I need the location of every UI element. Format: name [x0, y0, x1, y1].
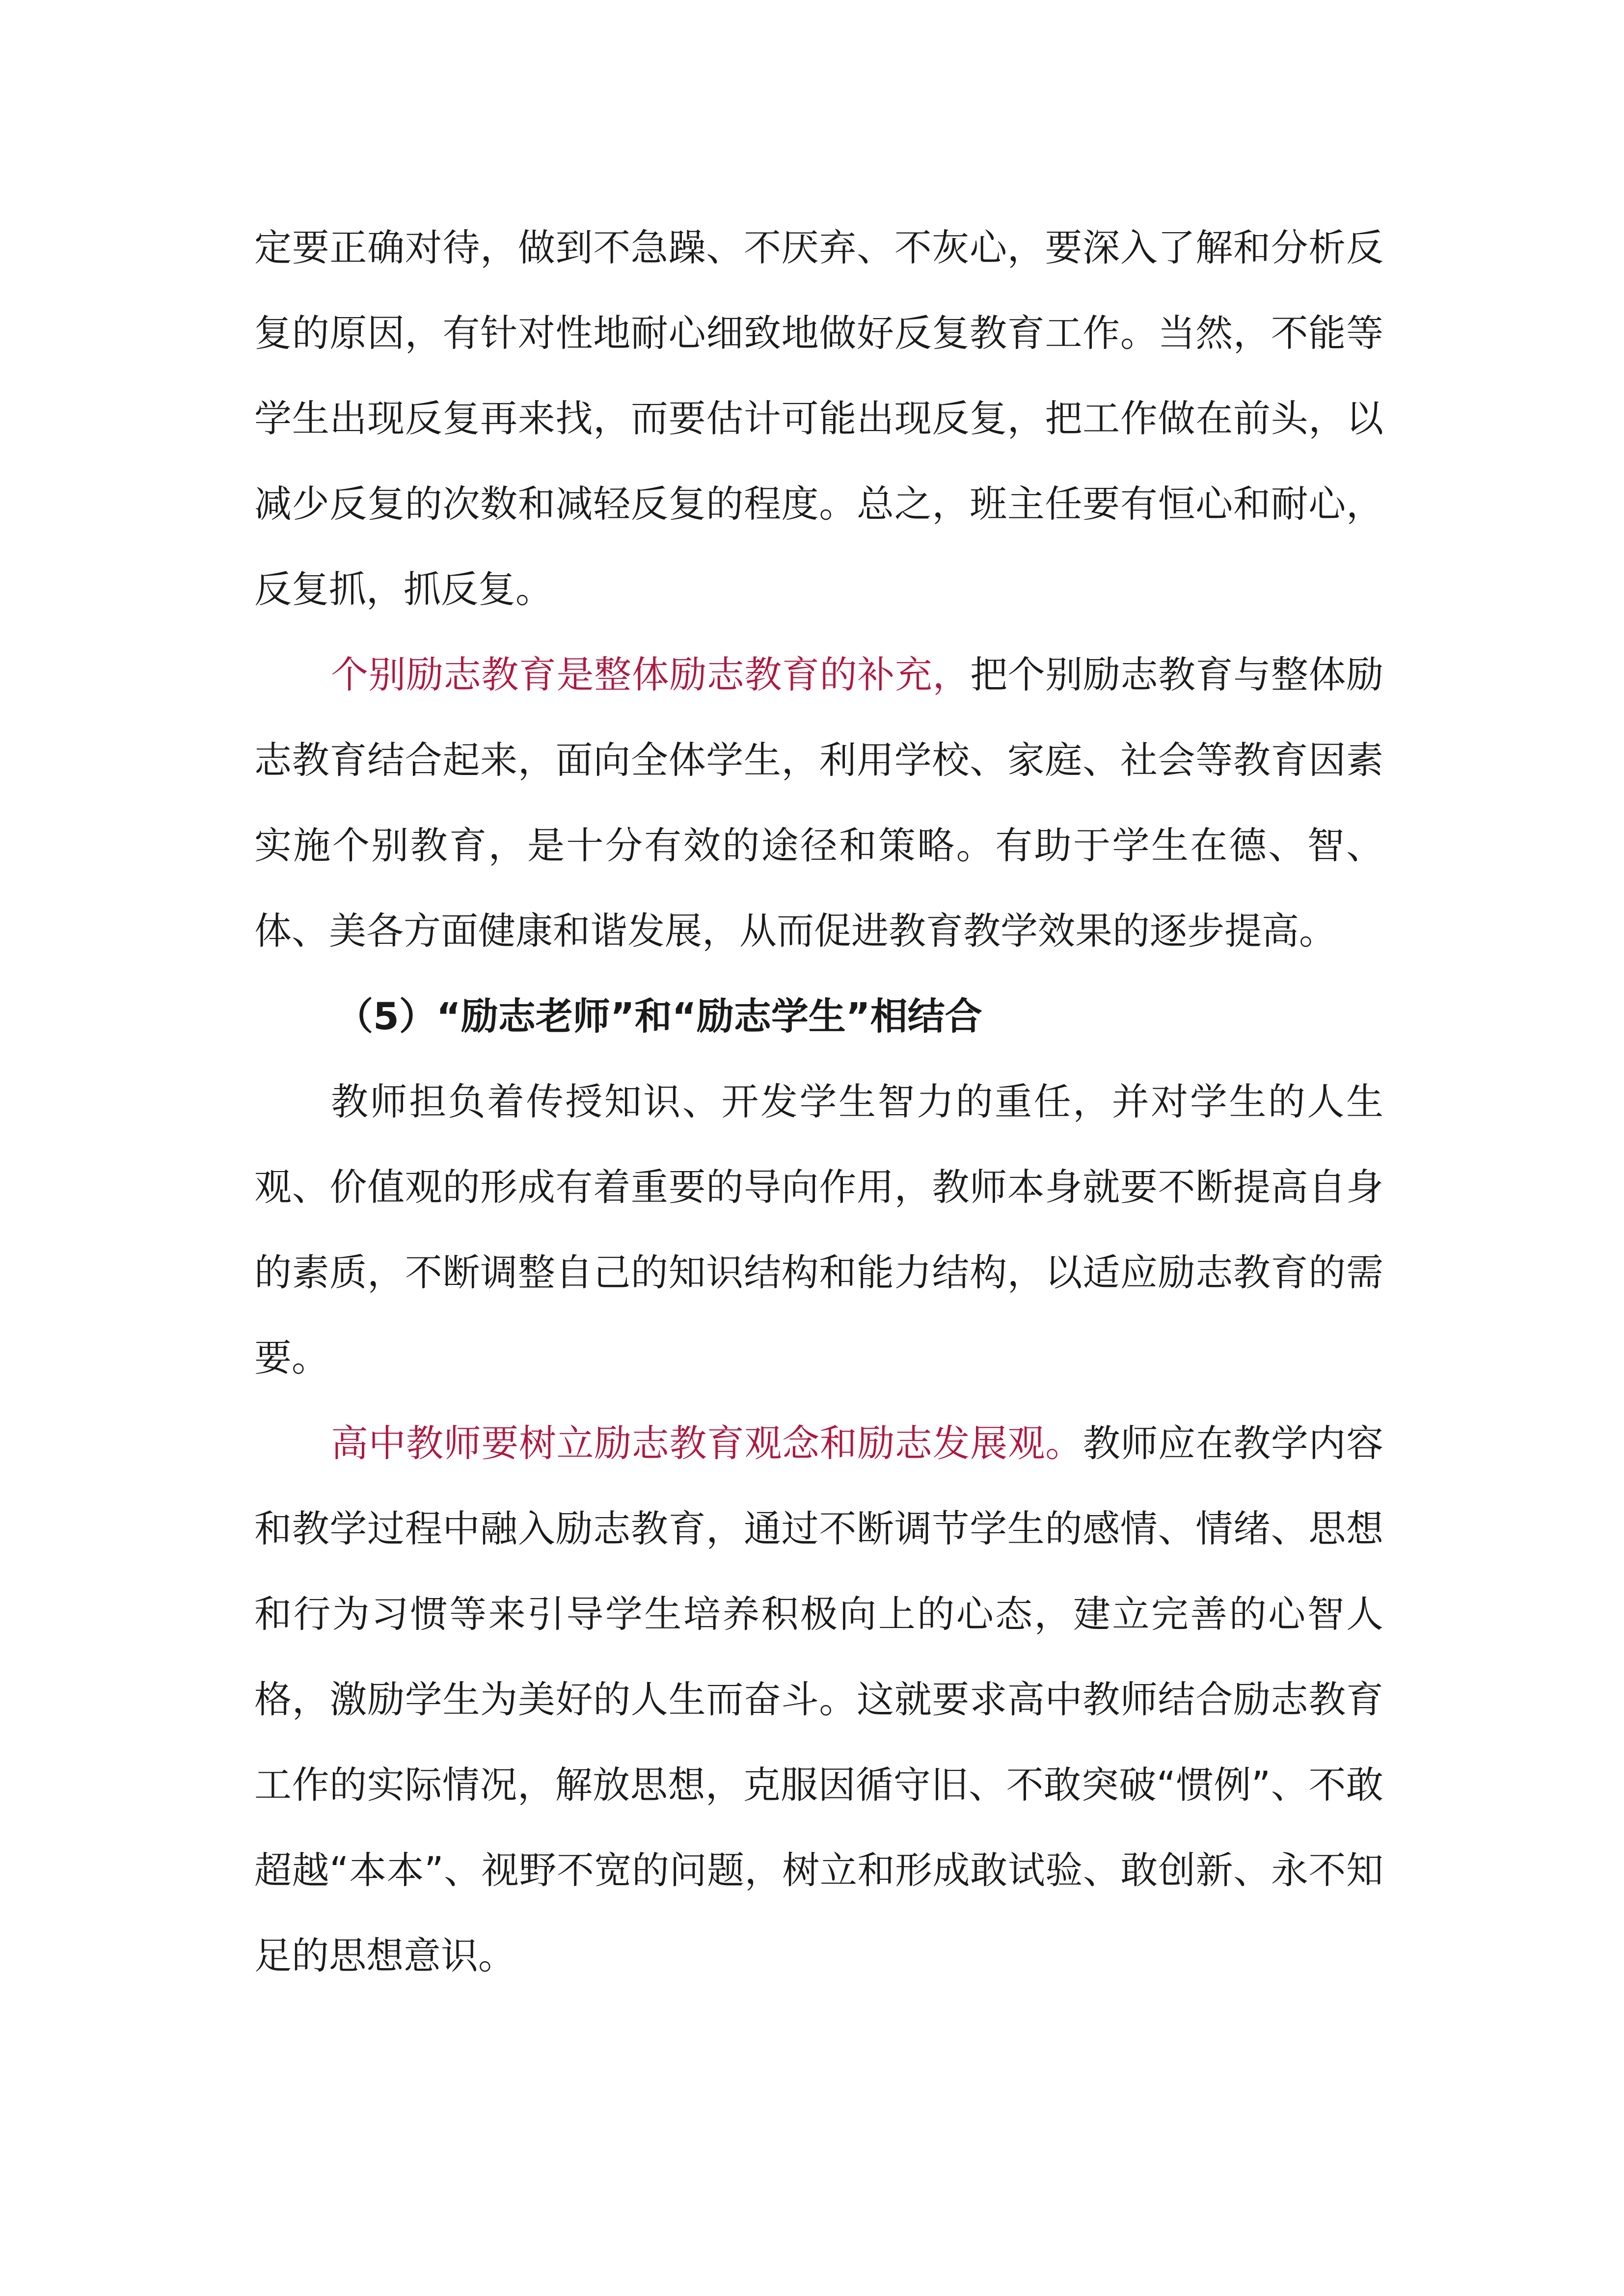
paragraph-continuation	[254, 205, 1383, 632]
highlighted-sentence: 高中教师要树立励志教育观念和励志发展观。	[331, 1421, 1083, 1465]
paragraph-teacher-role	[254, 1059, 1383, 1401]
paragraph-text: 定要正确对待，做到不急躁、不厌弃、不灰心，要深入了解和分析反复的原因，有针对性地耐心细致地做好反复教育工作。当然，不能等学生出现反复再来找，而要估计可能出现反复，把工作做在前头，以减少反复的次数和减轻反复的程度。总之，班主任要有恒心和耐心，反复抓，抓反复。	[254, 226, 1383, 611]
paragraph-individual-education	[254, 632, 1383, 974]
paragraph-text: 教师应在教学内容和教学过程中融入励志教育，通过不断调节学生的感情、情绪、思想和行为习惯等来引导学生培养积极向上的心态，建立完善的心智人格，激励学生为美好的人生而奋斗。这就要求高中教师结合励志教育工作的实际情况，解放思想，克服因循守旧、不敢突破“惯例”、不敢超越“本本”、视野不宽的问题，树立和形成敢试验、敢创新、永不知足的思想意识。	[254, 1421, 1384, 1977]
highlighted-sentence: 个别励志教育是整体励志教育的补充，	[331, 653, 971, 696]
paragraph-teacher-concept	[254, 1401, 1383, 1999]
paragraph-text: 把个别励志教育与整体励志教育结合起来，面向全体学生，利用学校、家庭、社会等教育因素实施个别教育，是十分有效的途径和策略。有助于学生在德、智、体、美各方面健康和谐发展，从而促进教育教学效果的逐步提高。	[254, 653, 1384, 953]
document-body	[254, 205, 1383, 1999]
paragraph-text: 教师担负着传授知识、开发学生智力的重任，并对学生的人生观、价值观的形成有着重要的导向作用，教师本身就要不断提高自身的素质，不断调整自己的知识结构和能力结构，以适应励志教育的需要。	[254, 1080, 1383, 1380]
section-heading: （5）“励志老师”和“励志学生”相结合	[336, 994, 982, 1038]
